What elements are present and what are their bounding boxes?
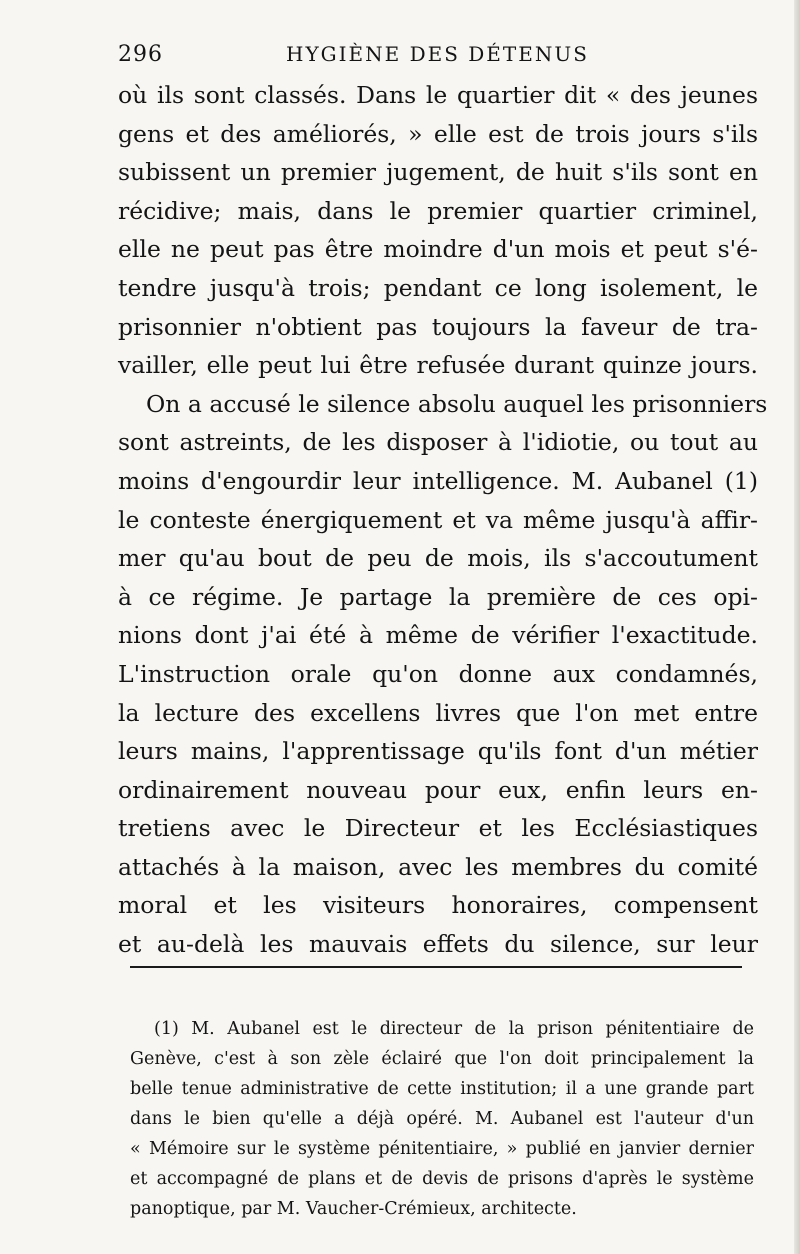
text-line: prisonnier n'obtient pas toujours la faveur de tra- — [118, 312, 758, 341]
text-line: ordinairement nouveau pour eux, enfin leurs en- — [118, 775, 758, 804]
footnote — [130, 1014, 754, 1224]
footnote-separator — [130, 966, 742, 968]
text-line: récidive; mais, dans le premier quartier criminel, — [118, 196, 758, 225]
main-text — [118, 76, 768, 964]
footnote-line: « Mémoire sur le système pénitentiaire, » publié en janvier dernier — [130, 1139, 754, 1159]
text-line: à ce régime. Je partage la première de ces opi- — [118, 582, 758, 611]
text-line: L'instruction orale qu'on donne aux condamnés, — [118, 659, 758, 688]
footnote-line: Genève, c'est à son zèle éclairé que l'on doit principalement la — [130, 1049, 754, 1069]
text-line: subissent un premier jugement, de huit s'ils sont en — [118, 158, 758, 187]
text-line: tendre jusqu'à trois; pendant ce long isolement, le — [118, 273, 758, 302]
text-line: elle ne peut pas être moindre d'un mois et peut s'é- — [118, 235, 758, 264]
text-line: la lecture des excellens livres que l'on met entre — [118, 698, 758, 727]
footnote-line: et accompagné de plans et de devis de prisons d'après le système — [130, 1169, 754, 1189]
text-line: mer qu'au bout de peu de mois, ils s'accoutument — [118, 544, 758, 573]
text-line: le conteste énergiquement et va même jusqu'à affir- — [118, 505, 758, 534]
running-title: HYGIÈNE DES DÉTENUS — [286, 42, 589, 66]
text-line: sont astreints, de les disposer à l'idiotie, ou tout au — [118, 428, 758, 457]
text-line: où ils sont classés. Dans le quartier dit « des jeunes — [118, 81, 758, 109]
text-line: gens et des améliorés, » elle est de trois jours s'ils — [118, 119, 758, 148]
text-line: leurs mains, l'apprentissage qu'ils font d'un métier — [118, 737, 758, 766]
footnote-line: panoptique, par M. Vaucher-Crémieux, architecte. — [130, 1199, 577, 1219]
text-line: On a accusé le silence absolu auquel les prisonniers — [146, 389, 768, 418]
text-line: attachés à la maison, avec les membres du comité — [118, 852, 758, 881]
page-edge-shadow — [794, 0, 800, 1254]
footnote-line: belle tenue administrative de cette institution; il a une grande part — [130, 1079, 754, 1099]
text-line: tretiens avec le Directeur et les Ecclésiastiques — [118, 814, 758, 843]
page-header — [118, 36, 748, 76]
text-line: et au-delà les mauvais effets du silence, sur leur — [118, 930, 758, 959]
text-line: nions dont j'ai été à même de vérifier l'exactitude. — [118, 621, 758, 650]
page-number: 296 — [118, 42, 163, 67]
footnote-line: dans le bien qu'elle a déjà opéré. M. Aubanel est l'auteur d'un — [130, 1109, 754, 1129]
text-line: moral et les visiteurs honoraires, compensent — [118, 891, 758, 920]
text-line: moins d'engourdir leur intelligence. M. Aubanel (1) — [118, 466, 758, 495]
footnote-line: (1) M. Aubanel est le directeur de la prison pénitentiaire de — [154, 1019, 754, 1039]
text-line: vailler, elle peut lui être refusée durant quinze jours. — [118, 351, 758, 380]
